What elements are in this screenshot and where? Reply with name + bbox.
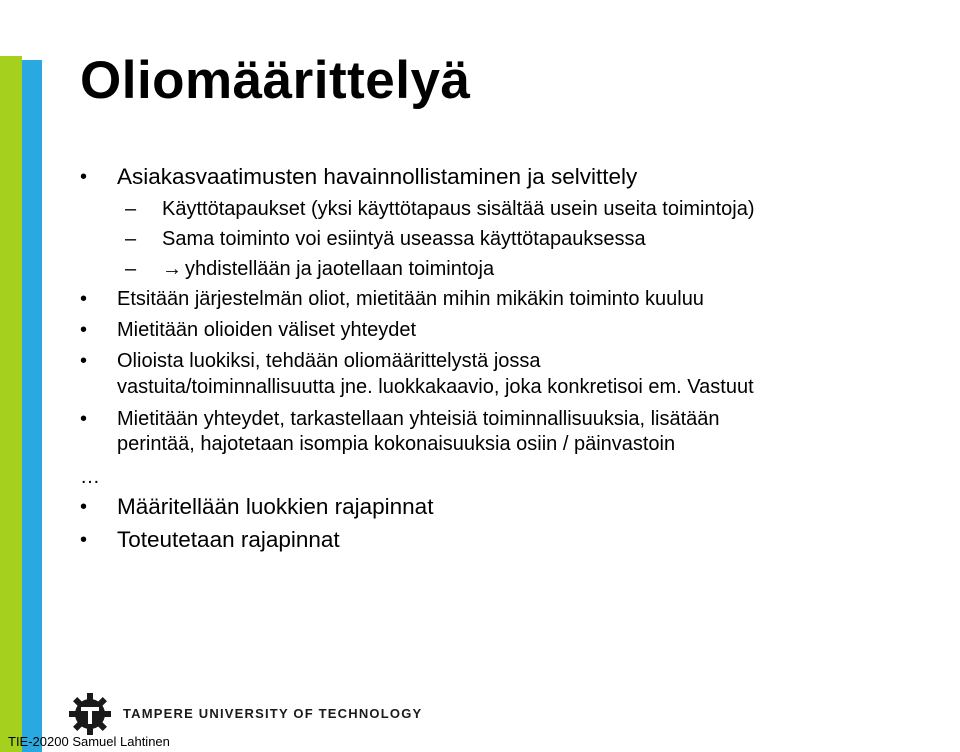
university-name: TAMPERE UNIVERSITY OF TECHNOLOGY (123, 706, 423, 721)
bullet-marker: • (80, 350, 88, 372)
bullet-marker: • (80, 319, 88, 341)
bullet-marker: • (80, 408, 88, 430)
dash-marker: – (125, 198, 137, 220)
dash-marker: – (125, 258, 137, 280)
blue-side-stripe (22, 60, 42, 752)
bullet-text-4a: Olioista luokiksi, tehdään oliomäärittelystä jossa (117, 350, 541, 372)
bullet-text-1: Asiakasvaatimusten havainnollistaminen ja selvittely (117, 164, 638, 189)
bullet-marker: • (80, 496, 88, 518)
bullet-text-2: Etsitään järjestelmän oliot, mietitään mihin mikäkin toiminto kuuluu (117, 288, 704, 310)
sub-bullet-text-1: Käyttötapaukset (yksi käyttötapaus sisältää usein useita toimintoja) (162, 198, 755, 220)
bullet-text-5a: Mietitään yhteydet, tarkastellaan yhteisiä toiminnallisuuksia, lisätään (117, 408, 720, 430)
bullet-text-7: Toteutetaan rajapinnat (117, 527, 340, 552)
arrow-icon: → (162, 258, 182, 280)
bullet-text-3: Mietitään olioiden väliset yhteydet (117, 319, 417, 341)
footer-text: TIE-20200 Samuel Lahtinen (8, 734, 170, 749)
ellipsis: … (80, 466, 100, 488)
green-side-stripe (0, 56, 22, 752)
bullet-text-6: Määritellään luokkien rajapinnat (117, 494, 434, 519)
bullet-text-5b: perintää, hajotetaan isompia kokonaisuuksia osiin / päinvastoin (117, 433, 676, 455)
bullet-marker: • (80, 529, 88, 551)
bullet-marker: • (80, 166, 88, 188)
slide-title: Oliomäärittelyä (80, 51, 471, 110)
gear-logo-icon (68, 692, 112, 736)
bullet-marker: • (80, 288, 88, 310)
sub-bullet-text-3: yhdistellään ja jaotellaan toimintoja (185, 258, 495, 280)
sub-bullet-text-2: Sama toiminto voi esiintyä useassa käyttötapauksessa (162, 228, 646, 250)
bullet-text-4b: vastuita/toiminnallisuutta jne. luokkakaavio, joka konkretisoi em. Vastuut (117, 376, 754, 398)
dash-marker: – (125, 228, 137, 250)
